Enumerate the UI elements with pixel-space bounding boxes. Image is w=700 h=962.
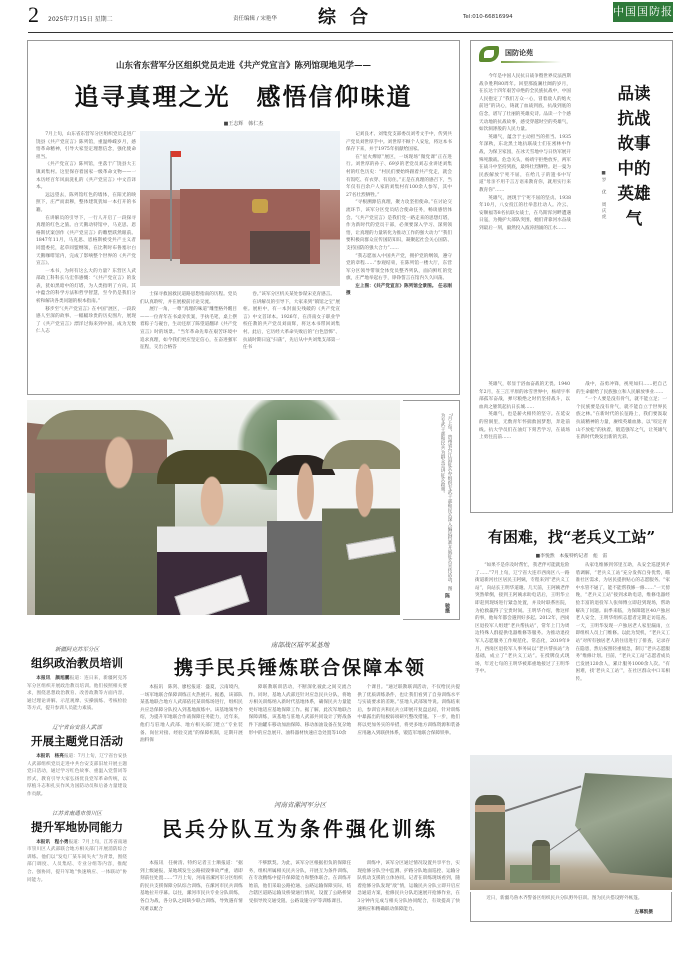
paragraph: 训练中，该军分区通过情况设置共享平台，实现抢修分队空中监测、护路分队地面巡控、运输分队机动支援的立体协同。记者在训练现场看到，随着抢修分队发现“敌”情，运输民兵分队立即开启应急通道方案，抢修民兵分队迅速展开抢修作业，在3分钟内完成与相关分队协同配合，有效提高了快速响应和精确联动保障能力。 (357, 861, 461, 912)
party-emblem-icon (252, 199, 268, 213)
paragraph: 本报讯 任树清、特约记者王士顺报道：“据到上级通报，某地域发生公路损毁事故严重，请即刻前往处置……”7月上旬，河南省漯河军分区组织的民兵支援保障分队综合训练，在漯河市民兵训练基地拉开序幕。以往，漯河市民兵专业分队训练，各自为战，各分队之间缺少联合训练，导致遇有情况难以配合 (140, 861, 243, 912)
masthead (28, 0, 673, 33)
story-column (140, 860, 243, 930)
responsible-editor: 责任编辑 / 宋艳华 (233, 16, 277, 22)
paragraph: “如果不是你及时帮忙，我老伴可能就危险了……”7月上旬，辽宁省大连市西岗区八一路街道新河社区居民王阿姨，专程来到“老兵义工站”，向站长王明华道谢。几天前，王阿姨老伴突然晕倒，接到王阿姨求助电话后，王明华立即赶到现场进行紧急处置，并及时联系医院，为抢救赢得了宝贵时间。王明华介绍，像这样的事，他每年都会遇到好多起。2012年，西岗区退役军人组建“老兵帮扶站”，常年上门为周边特殊人群提供电器维修等服务。为推动退役军人志愿服务工作规范化、常态化，2019年9月，西岗区退役军人事务局以“老兵帮扶站”为基础，成立了“老兵义工站”。在授牌仪式现场，年近七旬的王明华被郑重地接过了王明华手中。 (475, 563, 570, 675)
paragraph: “一个人要是没有骨气，就不能立足；一个民族要是没有骨气，就不能自立于世界民族之林。”在新时代的长征路上，我们要汲取抗战精神的力量，赓续英雄血脉，以“咬定青山不放松”的执着，锻造强军之气，让英雄气在新时代焕发出新的光彩。 (576, 397, 667, 441)
paragraph: 7月上旬，山东省东营军分区组织党员走进广饶县《共产党宣言》陈列馆，重温峥嵘岁月，感悟革命精神，引导大家坚定理想信念，强化使命担当。 (36, 132, 136, 160)
news-briefs (27, 645, 127, 894)
brief-title: 开展主题党日活动 (31, 733, 123, 748)
paragraph: 本报讯 陈剑、廖松报道：盛夏，云南境内，一场军地联合保障训练正火热展开。据悉，该部队某基地联合地方人武部依托某训练场进行，组织民兵应急保障分队投入到基地演练中。该基地领导介绍，为提升军地联合作战保障任务能力，近年来，他们与驻地人武部、地方相关部门建立“专业装备、岗位对接、经验交流”的保障机制，定期开展油料保 (140, 685, 243, 744)
lead-kicker: 山东省东营军分区组织党员走进《共产党宣言》陈列馆现地见学—— (115, 61, 371, 71)
lead-column-3 (346, 131, 452, 391)
militia-training-story (140, 800, 460, 955)
story-column (357, 860, 460, 930)
militia-figure (475, 795, 505, 880)
brief-item (27, 723, 127, 799)
brief-text: 报道：7月上旬，江苏省南通市崇川区人武部联合地方相关部门开展消防综合训练。他们以“发电厂某车间失火”为背景，围绕部门调度、人员集结、专业分组等内容，推配合、强协同，提升军地“快速响应、一体联动”协同能力。 (27, 839, 127, 883)
lead-headline: 追寻真理之光 感悟信仰味道 (74, 83, 413, 111)
brief-author: 本报讯 颜旭鹏 (36, 676, 70, 681)
story-columns (140, 684, 460, 776)
lead-column-1 (36, 131, 136, 391)
brief-text: 报道：连日来，新疆阿克苏军分区组织开展政治教员培训。他们按照相关要求，围绕思想政治教育、改善政教等方面内容，通过理论讲解、示范观摩、实操演练、考核检验等方式，提升参训人员能力素质。 (27, 676, 127, 712)
story-kicker: 河南省漯河军分区 (274, 801, 326, 809)
paragraph: 在讲解员的引导下，大家来到“镇馆之宝”展柜。展柜中，有一本封面尖残破的《共产党宣言》中文首译本。1926年，在济南女子职业学校任教的共产党员刘雨辉，将这本书带回刘集村。此后，它历经大革命失败后的“白色恐怖”、抗战时期日寇“扫荡”，先后从中共刘集支部第一任书 (243, 299, 340, 351)
flag-icon (171, 151, 181, 157)
photo-credit: 陈 驰摄 (444, 593, 450, 613)
opinion-column (470, 40, 673, 513)
paragraph: 障联教联训活动，不断深化彼此之间交流合作。同时，基地人武部还针对应急民兵分队，将地方相关训练纳入新时代基地体系，确保民兵力量能更好地适应基地保障工作。据了解，此次军地联合保障训练，该基地与驻地人武部共同设计了野战条件下油罐车移动加油保障、移动加油设备在复杂地形中的应急展开、油料器材快速应急处置等10余 (248, 685, 352, 736)
photo-caption (470, 892, 672, 922)
brief-text: 报道：7月上旬，辽宁省台安县人武部组织党员走进中共台安支部旧址开展主题党日活动，通过学习红色故事、重温入党誓词等形式，教育引导大家弘扬优良党军革命传统，以厚植斗志和扎实作风为国防动员和后备力量建设作贡献。 (27, 753, 127, 797)
paragraph: “寻根溯源信真理，聚力攻坚担使命。”在讨论交流环节，该军分区党员结合使命任务，畅谈感悟体会。“《共产党宣言》是我们党一路走来的思想灯塔，作为新时代的党员干部，必须要深入学习、深刻领悟，让真理的力量转化为推动工作的强大动力”“我们要积极向群众宣传国防知识，凝聚起社会关心国防、支持国防的强大合力”…… (346, 200, 452, 251)
logo-underline (501, 61, 561, 63)
story-column (140, 684, 243, 776)
section-title: 综合 (318, 7, 382, 28)
soldier-figure (35, 410, 175, 615)
brief-kicker: 辽宁省台安县人武部 (52, 724, 102, 731)
paragraph: 士探寻救国救民道路思想指南的历程。党员们认真聆听，并在展板前讨论交流。 (140, 292, 237, 305)
story-headline: 有困难，找“老兵义工站” (487, 528, 656, 546)
opinion-byline: ■罗 优 周庆虎 (601, 171, 606, 221)
photo-credit: 左慕凯摄 (634, 910, 653, 916)
story-column (475, 562, 570, 772)
brief-body (27, 753, 127, 799)
paragraph: 英雄气，彰显于浴血奋战的无畏。1940年2月，在三江平原的冰雪世界中，杨靖宇率部孤军奋战，弹尽粮绝之时仍坚持战斗，以血肉之躯筑起抗日长城…… (479, 382, 570, 410)
paragraph: 《共产党宣言》陈列馆，坐落于广饶县大王镇刘集村。这里保存着国家一级革命文物——一本历经百年风雨洗礼的《共产党宣言》中文首译本。 (36, 162, 136, 191)
paragraph: 不够默契。为此，该军分区根据担负的保障任务，组织所属相关民兵分队，开展互为条件训练，在专攻精练中提升保障能力和整体联合。在训练开始前，他们采取公路抢通、公路运输保障实际，结合辖区道路运输及桥梁通行情况，设置了公路桥梁受损导致交通受阻、公路设施守护等训练课目。 (248, 861, 352, 904)
story-columns (140, 860, 460, 930)
story-headline: 携手民兵锤炼联合保障本领 (173, 657, 426, 679)
paragraph: 在讲解员的引导下，一行人开启了一段探寻真理的红色之旅。白天鹅动特馆中，马克思、恩格斯伏案创作《共产党宣言》的雕塑跃然眼前。1847年11月，马克思、恩格斯被受共产主义者同盟委托，起草同盟纲领，在比利时布鲁塞尔白天鹅咖啡馆内，完成了影响整个世界的《共产党宣言》。 (36, 215, 136, 267)
newspaper-logo: 中国国防报 (613, 2, 673, 22)
tent-setup-photo (470, 755, 672, 890)
militia-joint-support-story (140, 640, 460, 780)
lead-story (27, 40, 460, 395)
story-columns (475, 562, 670, 772)
paragraph: 个课目。“通过联教联训活动，不仅给民兵提供了优质训练条件，也让我们看到了自身训练水平与实战要求的差距。”驻地人武部领导说。训练结束后，参训官兵和民兵立即展开复盘总结，针对训练中暴露出的短板弱项研究整改措施。下一步，他们将以更加务实的举措，将更多地方训练资源和装备应用融入到联供体系，锻造军地联合保障铁拳。 (357, 685, 461, 736)
paragraph: 一本书，为何有这么大的力量？东营区人武部政工科科长马宏伟感慨：“《共产党宣言》的发表，犹如黑暗中的灯塔，为人类指明了方向。其中蕴含的科学方法和哲学智慧，至今仍是我们分析和解决各类问题的根本指南。” (36, 268, 136, 305)
forum-logo-icon (479, 46, 499, 62)
paragraph: 在“星火燎原”展区，一场现场“微党课”正在进行。刘世厚的孙子、69岁的老党员刘志业讲述刘集村的红色历史：“村民们要始终跟着共产党走，就会有饭吃、有衣穿、有房住。”正是在真理的感召下，当年仅有百余户人家的刘集村有100余人参军，其中27名壮烈牺牲。” (346, 154, 452, 198)
caption-text: 近日，新疆乌鲁木齐警备区组织民兵分队野外驻训。图为民兵搭设野外帐篷。 (486, 896, 643, 901)
militia-figure (532, 840, 550, 880)
story-kicker: 南部战区陆军某基地 (270, 641, 330, 649)
opinion-column-c (576, 381, 667, 511)
lead-byline: ■王志辉 韩仁杰 (223, 121, 264, 127)
brief-body (27, 675, 127, 713)
paragraph: 英雄气，蕴含于主动担当的担当。1935年深秋，东北黑土地抗联战士们在密林中作战，为保卫家园，在冰天雪地中与日伪军展开殊死激战。危急关头，杨靖宇拒绝放弃，两军在战斗中坚持到底，最终壮烈牺牲。赵一曼为民族解放宁死不屈，在给儿子的遗书中写道“母亲不用千言万语来教育你，就用实行来教育你”…… (479, 134, 571, 193)
lead-column-2b (243, 291, 340, 391)
paragraph: 英雄气，也是薪火相传的坚守。在延安的窑洞里，无数青年怀揣救国梦想，奔赴前线。抗大学员们在油灯下刻苦学习，在战场上勇往直前…… (479, 412, 570, 441)
telephone: Tel:010-66816994 (463, 14, 513, 20)
flagpole (170, 151, 172, 261)
page-number: 2 (28, 2, 39, 27)
paragraph: 移步至“《共产党宣言》在中国”展区，一段段感人至深的故事、一幅幅珍贵的历史图片，展现了《共产党宣言》漂洋过海来到中国，成为无数仁人志 (36, 306, 136, 335)
brief-author: 本报讯 程小勇 (36, 839, 69, 845)
recruitment-photo (27, 400, 400, 615)
brief-author: 本报讯 杨亮 (36, 753, 64, 759)
brief-item (27, 645, 127, 713)
story-byline: ■李悦然 本报特约记者 彪 雷 (535, 554, 608, 559)
brief-kicker: 江苏省南通市崇川区 (52, 810, 102, 817)
opinion-column-a (479, 73, 571, 393)
story-column (249, 684, 352, 776)
paragraph: 远远望去，陈列馆红色的墙体，在阳光的映照下，庄严而肃穆，整体建筑犹如一本打开的书籍。 (36, 192, 136, 213)
opinion-column-b (479, 381, 570, 511)
memorial-hall-photo (140, 131, 340, 286)
soldier-figure (322, 440, 400, 615)
paragraph: 卷。”该军分区机关某处参谋宋克育感言。 (252, 292, 335, 297)
paragraph: 展厅一角，一尊“真理的味道”雕塑格外醒目——一位青年在书桌旁伏案，手执毛笔，桌上摆着粽子与砚台，生动还原了陈望道翻译《共产党宣言》时的场景。“当年革命先辈在艰苦环境中追求真理，如今我们更应坚定信心，在奋进强军征程，交出合格答 (140, 307, 237, 351)
brief-item (27, 809, 127, 885)
paragraph: 战中，奋勇冲锋，视死如归……把自己的生命献给了民族独立和人民解放事业…… (576, 382, 667, 395)
story-headline: 民兵分队互为条件强化训练 (162, 817, 438, 841)
paragraph: 英雄气，展现于宁死不屈的坚贞。1938年10月，八女投江的壮举悲壮动人。冷云、安顺福等8名抗联女战士，在乌斯浑河畔遭遇日寇，为掩护大部队突围，她们背靠河水奋战到最后一刻，毅然投入波涛汹涌的江水…… (479, 195, 571, 231)
tent (575, 773, 672, 878)
photo-caption (346, 283, 452, 298)
paragraph: 今年是中国人民抗日战争暨世界反法西斯战争胜利80周年。回望那波澜壮阔的岁月，在长达十四年艰苦卓绝的全民族抗战中，中国人民抱定了“我们万众一心，冒着敌人的炮火前进”的决心，铸就了血战到底、抗战到底的信念，谱写了壮丽的英雄史诗。品读一个个感天动地的抗战故事，感受穿越时空的英雄气，如饮洞涤般的人民力量。 (479, 74, 571, 133)
opinion-title: 品读抗战故事中的英雄气 (617, 84, 651, 228)
paragraph: 从家电维修到邻里互助，从安全巡逻到矛盾调解，“老兵义工站”充分发挥自身优势，瞄准社区需求，为居民提供贴心的志愿服务。“家中水管不通了，能不能帮我修一修……”一天傍晚，“老兵义工站”接到求助电话，维修电器经验丰富的退役军人张师傅立即赶到现场，帮助解决了问题。雨季来临，为保障辖区40户独居老人安全，王明华组织志愿者定期走访巡查。一天，王明华发现一户独居老人家里漏雨，立即组织人员上门维修。以此为契机，“老兵义工站”对所有独居老人的住房进行了排查，记录存在隐患，然后按照轻重缓急，制订“老兵志愿服务”维修计划。目前，“老兵义工站”志愿者成员已发展120余人，累计服务1000余人次。“有困难，找‘老兵义工站’”，在社区群众中口耳相传。 (575, 563, 670, 682)
issue-date: 2025年7月15日 星期二 (48, 16, 113, 23)
lead-column-2a (140, 291, 237, 391)
opinion-bottom-columns (479, 381, 667, 511)
caption-text: 7月上旬，贵州省台江县征兵办组织专武干部和民兵深入偏远村寨开展征兵宣传活动，图为专武干部和民兵为群众宣讲征兵政策。 (440, 413, 452, 591)
story-column (576, 562, 671, 772)
paragraph: 记刘良才、刘集党支部委员刘考文手中，传到共产党员刘世厚手中。刘世厚不顾个人安危，将这本书保存下来，并于1975年捐献给国家。 (346, 132, 452, 153)
brief-body (27, 839, 127, 885)
caption-text: 左上图：《共产党宣言》陈列馆全景图。 (355, 283, 437, 289)
photo-credit: 任志刚摄 (346, 283, 452, 297)
brief-title: 组织政治教员培训 (31, 656, 123, 670)
brief-kicker: 新疆阿克苏军分区 (54, 647, 99, 653)
tent-rope (505, 785, 582, 811)
story-column (249, 860, 352, 930)
brief-title: 提升军地协同能力 (31, 819, 123, 834)
paragraph: “我志愿加入中国共产党，拥护党的纲领，遵守党的章程……”参观结束，在陈列馆一楼大厅，东营军分区领导带领全体党员整齐列队，面向鲜红的党旗，庄严地举起右手，铮铮誓言在馆内久久回荡。 (346, 253, 452, 282)
veteran-volunteer-story (470, 520, 673, 916)
story-column (357, 684, 460, 776)
tent-rope (548, 828, 581, 852)
building-entrance (250, 231, 310, 264)
section-label: 国防论苑 (505, 49, 533, 57)
feature-photo-caption (403, 400, 460, 620)
